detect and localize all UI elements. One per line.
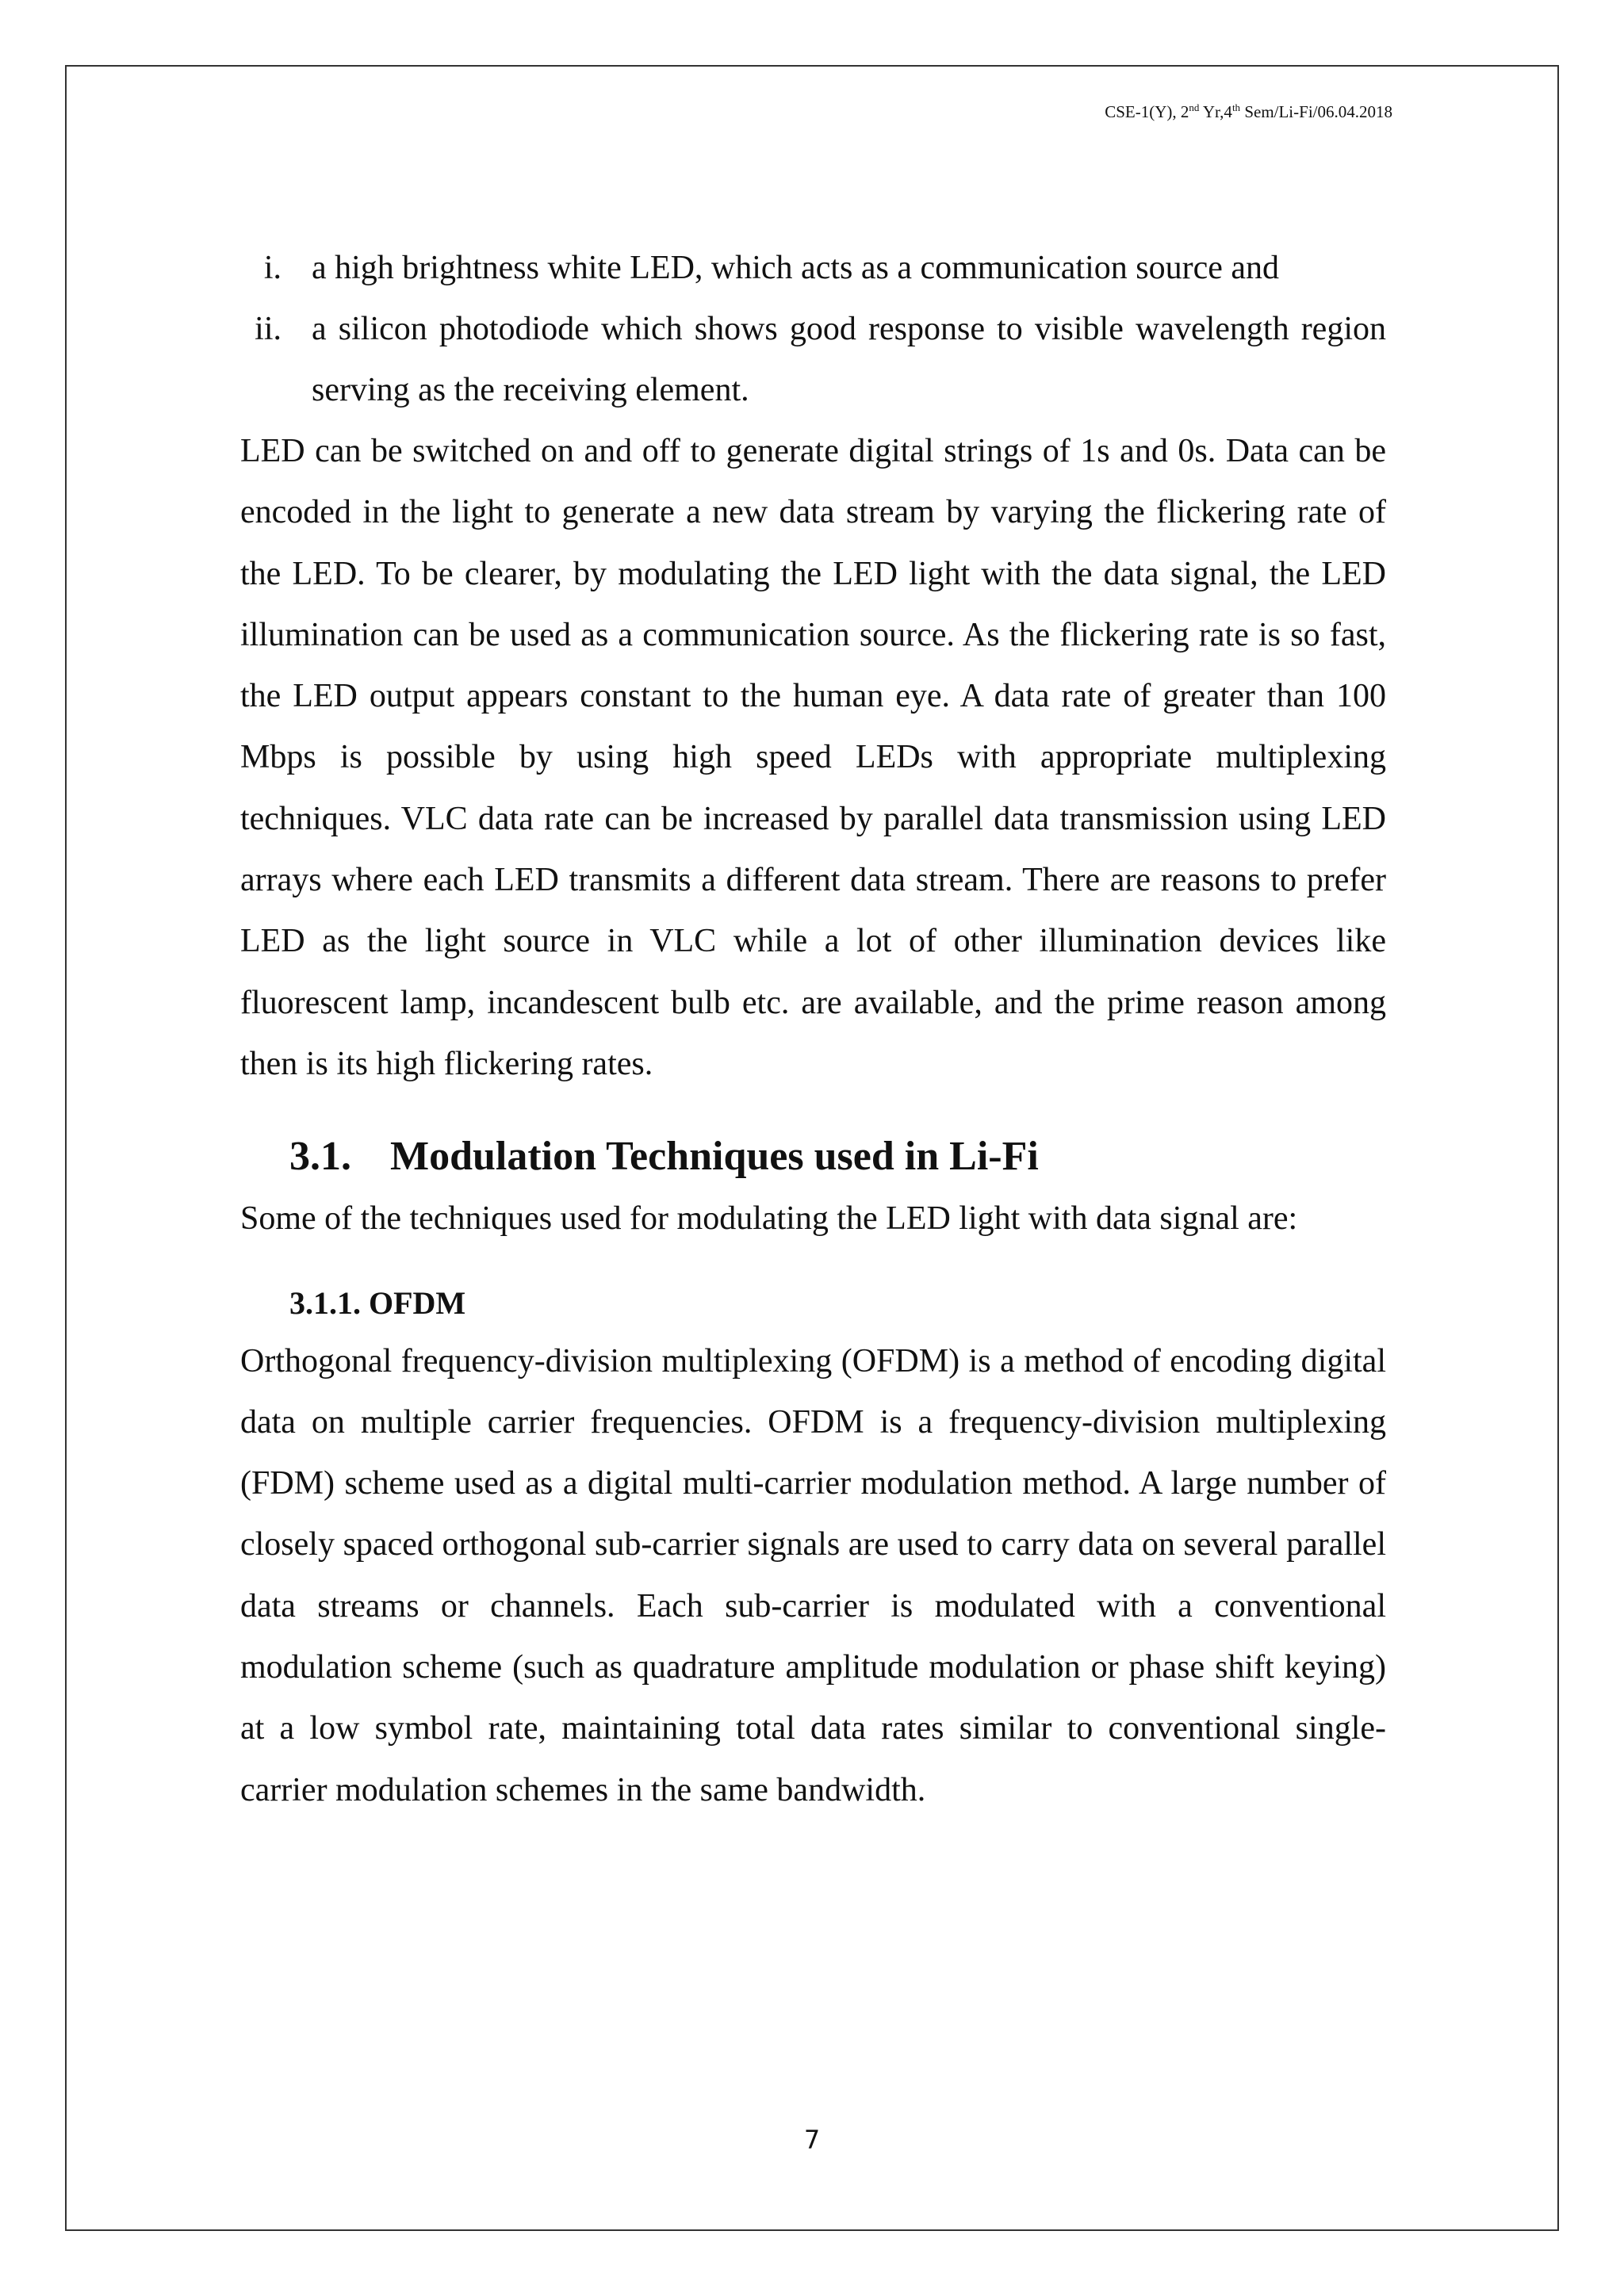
page-content (240, 238, 1386, 1821)
page-number: 7 (803, 2125, 821, 2155)
list-item-text: a silicon photodiode which shows good response to visible wavelength region serving as the receiving element. (312, 311, 1386, 408)
subsection-number: 3.1.1. (289, 1284, 361, 1321)
ofdm-paragraph: Orthogonal frequency-division multiplexing (OFDM) is a method of encoding digital data on multiple carrier frequencies. OFDM is a frequency-division multiplexing (FDM) scheme used as a digital multi-carrier modulation method. A large number of closely spaced orthogonal sub-carrier signals are used to carry data on several parallel data streams or channels. Each sub-carrier is modulated with a conventional modulation scheme (such as quadrature amplitude modulation or phase shift keying) at a low symbol rate, maintaining total data rates similar to conventional single-carrier modulation schemes in the same bandwidth. (240, 1342, 1386, 1808)
section-title: Modulation Techniques used in Li-Fi (390, 1134, 1039, 1180)
list-item-number: i. (263, 250, 282, 286)
subsection-heading (289, 1276, 1386, 1331)
header-sup-2: th (1231, 101, 1241, 113)
list-item-text: a high brightness white LED, which acts as a communication source and (312, 250, 1280, 286)
header-suffix: Sem/Li-Fi/06.04.2018 (1240, 102, 1392, 121)
section-intro: Some of the techniques used for modulating the LED light with data signal are: (240, 1200, 1298, 1238)
header-sup-1: nd (1189, 101, 1200, 113)
list-item (240, 299, 1386, 421)
header-mid: Yr,4 (1199, 102, 1232, 121)
section-number: 3.1. (289, 1134, 351, 1180)
header-prefix: CSE-1(Y), 2 (1105, 102, 1189, 121)
subsection-title: OFDM (369, 1284, 466, 1321)
running-header (1105, 101, 1392, 122)
list-item-number: ii. (255, 311, 282, 347)
led-paragraph: LED can be switched on and off to generate digital strings of 1s and 0s. Data can be encoded in the light to generate a new data stream by varying the flickering rate of the LED. To be clearer, by modulating the LED light with the data signal, the LED illumination can be used as a communication source. As the flickering rate is so fast, the LED output appears constant to the human eye. A data rate of greater than 100 Mbps is possible by using high speed LEDs with appropriate multiplexing techniques. VLC data rate can be increased by parallel data transmission using LED arrays where each LED transmits a different data stream. There are reasons to prefer LED as the light source in VLC while a lot of other illumination devices like fluorescent lamp, incandescent bulb etc. are available, and the prime reason among then is its high flickering rates. (240, 433, 1386, 1082)
list-item (240, 238, 1386, 299)
section-heading (289, 1125, 1386, 1188)
